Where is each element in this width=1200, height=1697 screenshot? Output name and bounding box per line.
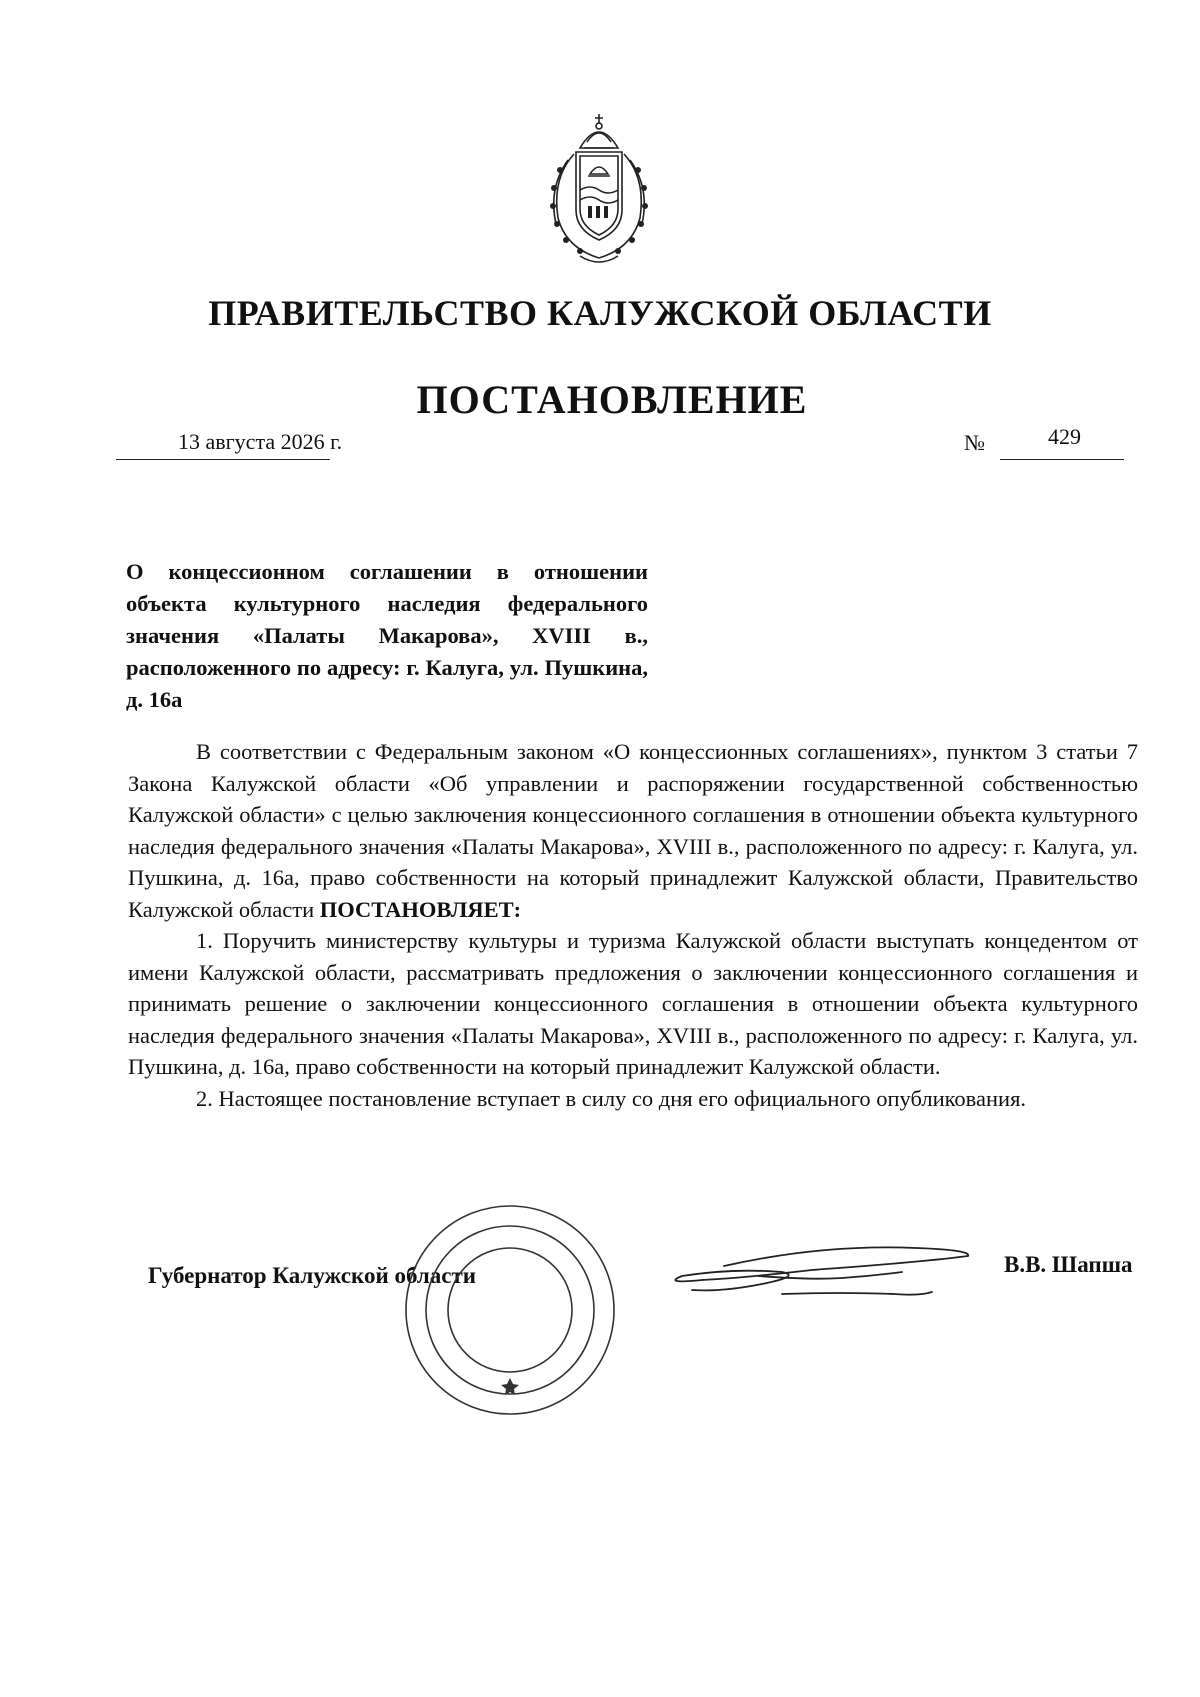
- government-title: ПРАВИТЕЛЬСТВО КАЛУЖСКОЙ ОБЛАСТИ: [208, 293, 992, 333]
- document-body: [128, 736, 1138, 1114]
- official-seal: [402, 1202, 618, 1418]
- document-date: 13 августа 2026 г.: [178, 429, 343, 454]
- document-subject: О концессионном соглашении в отношении объекта культурного наследия федерального значения «Палаты Макарова», XVIII в., расположенного по адресу: г. Калуга, ул. Пушкина, д. 16а: [126, 559, 648, 712]
- document-type: ПОСТАНОВЛЕНИЕ: [416, 377, 808, 422]
- signatory-position: Губернатор Калужской области: [148, 1263, 477, 1288]
- preamble-text: В соответствии с Федеральным законом «О концессионных соглашениях», пунктом 3 статьи 7 Закона Калужской области «Об управлении и распоряжении государственной собственностью Калужской области» с целью заключения концессионного соглашения в отношении объекта культурного наследия федерального значения «Палаты Макарова», XVIII в., расположенного по адресу: г. Калуга, ул. Пушкина, д. 16а, право собственности на который принадлежит Калужской области, Правительство Калужской области: [128, 739, 1138, 922]
- item-1-paragraph: 1. Поручить министерству культуры и туризма Калужской области выступать концедентом от имени Калужской области, рассматривать предложения о заключении концессионного соглашения и принимать решение о заключении концессионного соглашения в отношении объекта культурного наследия федерального значения «Палаты Макарова», XVIII в., расположенного по адресу: г. Калуга, ул. Пушкина, д. 16а, право собственности на который принадлежит Калужской области.: [128, 928, 1138, 1079]
- number-field: [964, 424, 1124, 460]
- resolves-text: ПОСТАНОВЛЯЕТ:: [319, 896, 522, 922]
- number-sign: №: [964, 430, 985, 455]
- number-underline: [1000, 459, 1124, 460]
- handwritten-signature: [662, 1232, 980, 1314]
- item-2-paragraph: 2. Настоящее постановление вступает в силу со дня его официального опубликования.: [196, 1085, 1027, 1111]
- document-number: 429: [1048, 424, 1081, 449]
- signatory-name: В.В. Шапша: [1004, 1252, 1133, 1277]
- date-field: [116, 425, 343, 460]
- preamble-paragraph: [128, 736, 1138, 925]
- coat-of-arms-icon: [540, 108, 658, 273]
